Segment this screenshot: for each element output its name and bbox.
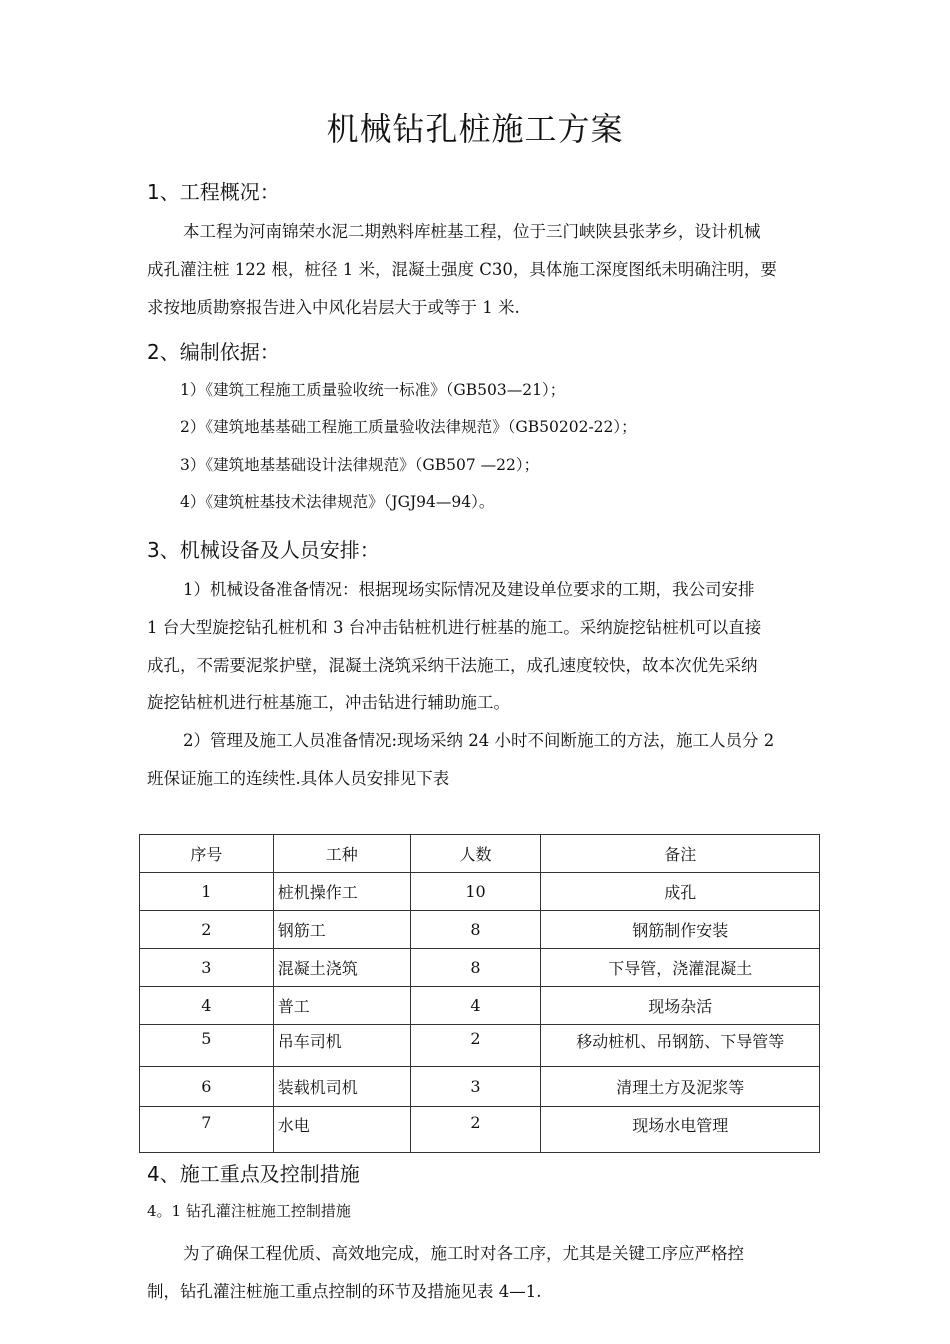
paragraph-line: 制，钻孔灌注桩施工重点控制的环节及措施见表 4—1.	[147, 1282, 542, 1301]
section-4-heading: 4、施工重点及控制措施	[147, 1162, 360, 1186]
table-cell: 7	[140, 1107, 274, 1153]
table-cell: 10	[410, 873, 541, 911]
table-cell: 5	[140, 1025, 274, 1067]
table-cell: 现场杂活	[541, 987, 820, 1025]
table-row	[140, 949, 820, 987]
table-header-cell: 序号	[140, 835, 274, 873]
table-cell: 8	[410, 949, 541, 987]
reference-item: 1）《建筑工程施工质量验收统一标准》（GB503—21）；	[180, 381, 566, 399]
table-cell: 8	[410, 911, 541, 949]
table-row	[140, 911, 820, 949]
reference-item: 2）《建筑地基基础工程施工质量验收法律规范》（GB50202-22）；	[180, 418, 637, 436]
section-1-heading: 1、工程概况：	[147, 180, 280, 204]
table-cell: 4	[410, 987, 541, 1025]
table-header-cell: 工种	[273, 835, 410, 873]
table-cell: 2	[410, 1025, 541, 1067]
reference-item: 4）《建筑桩基技术法律规范》（JGJ94—94）。	[180, 493, 495, 511]
paragraph-line: 旋挖钻桩机进行桩基施工，冲击钻进行辅助施工。	[147, 693, 510, 712]
paragraph-line: 1 台大型旋挖钻孔桩机和 3 台冲击钻桩机进行桩基的施工。采纳旋挖钻桩机可以直接	[147, 618, 762, 637]
paragraph-line: 为了确保工程优质、高效地完成，施工时对各工序，尤其是关键工序应严格控	[183, 1244, 744, 1263]
table-cell: 成孔	[541, 873, 820, 911]
table-row	[140, 1067, 820, 1107]
table-cell: 装载机司机	[273, 1067, 410, 1107]
section-2-heading: 2、编制依据：	[147, 340, 280, 364]
paragraph-line: 求按地质勘察报告进入中风化岩层大于或等于 1 米.	[147, 298, 520, 317]
reference-item: 3）《建筑地基基础设计法律规范》（GB507 —22）；	[180, 456, 540, 474]
table-cell: 1	[140, 873, 274, 911]
table-row	[140, 987, 820, 1025]
section-3-heading: 3、机械设备及人员安排：	[147, 538, 380, 562]
table-header-cell: 备注	[541, 835, 820, 873]
paragraph-line: 班保证施工的连续性.具体人员安排见下表	[147, 769, 450, 788]
table-cell: 混凝土浇筑	[273, 949, 410, 987]
table-cell: 4	[140, 987, 274, 1025]
table-cell: 3	[140, 949, 274, 987]
subsection-heading: 4。1 钻孔灌注桩施工控制措施	[147, 1202, 351, 1220]
table-cell: 钢筋制作安装	[541, 911, 820, 949]
table-cell: 水电	[273, 1107, 410, 1153]
table-cell: 桩机操作工	[273, 873, 410, 911]
page-title: 机械钻孔桩施工方案	[326, 110, 624, 148]
table-cell: 钢筋工	[273, 911, 410, 949]
paragraph-line: 成孔，不需要泥浆护壁，混凝土浇筑采纳干法施工，成孔速度较快，故本次优先采纳	[147, 656, 758, 675]
table-cell: 下导管，浇灌混凝土	[541, 949, 820, 987]
table-cell: 现场水电管理	[541, 1107, 820, 1153]
paragraph-line: 2）管理及施工人员准备情况:现场采纳 24 小时不间断施工的方法，施工人员分 2	[183, 731, 775, 750]
table-row	[140, 1107, 820, 1153]
paragraph-line: 1）机械设备准备情况：根据现场实际情况及建设单位要求的工期，我公司安排	[183, 580, 755, 599]
table-cell: 清理土方及泥浆等	[541, 1067, 820, 1107]
table-cell: 6	[140, 1067, 274, 1107]
staffing-table	[139, 834, 820, 1153]
table-row	[140, 873, 820, 911]
paragraph-line: 本工程为河南锦荣水泥二期熟料库桩基工程，位于三门峡陕县张茅乡，设计机械	[183, 222, 761, 241]
table-cell: 吊车司机	[273, 1025, 410, 1067]
table-header-cell: 人数	[410, 835, 541, 873]
table-header-row	[140, 835, 820, 873]
table-row	[140, 1025, 820, 1067]
table-cell: 2	[140, 911, 274, 949]
table-cell: 移动桩机、吊钢筋、下导管等	[541, 1025, 820, 1067]
table-cell: 2	[410, 1107, 541, 1153]
table-cell: 普工	[273, 987, 410, 1025]
paragraph-line: 成孔灌注桩 122 根，桩径 1 米，混凝土强度 C30，具体施工深度图纸未明确注明，要	[147, 260, 777, 279]
table-cell: 3	[410, 1067, 541, 1107]
